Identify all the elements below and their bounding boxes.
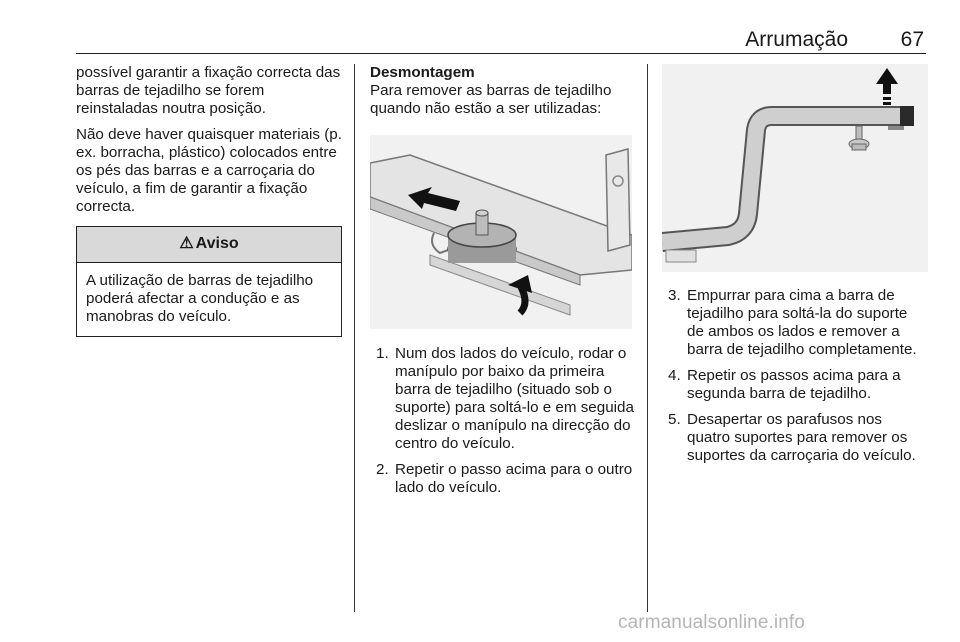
bar-lift-illustration [662,64,928,272]
warning-title: Aviso [195,235,239,252]
warning-body: A utilização de barras de tejadilho poderá afectar a condução e as manobras do veículo. [86,272,314,325]
intro-text: Para remover as barras de tejadilho quando não estão a ser utilizadas: [370,82,612,117]
step-number: 3. [668,287,681,304]
list-item [370,345,634,453]
warning-triangle-icon: ⚠ [179,235,194,252]
warning-box [76,226,342,337]
section-heading: Desmontagem [370,64,475,81]
paragraph: possível garantir a fixação correcta das barras de tejadilho se forem reinstaladas noutra posição. [76,64,341,117]
warning-header [77,227,341,263]
step-text: Num dos lados do veículo, rodar o manípulo por baixo da primeira barra de tejadilho (situado sob o suporte) para soltá-lo e em seguida deslizar o manípulo na direcção do centro do veículo. [395,345,634,452]
step-number: 4. [668,367,681,384]
step-number: 5. [668,411,681,428]
step-text: Empurrar para cima a barra de tejadilho para soltá-la do suporte de ambos os lados e remover a barra de tejadilho completamente. [687,287,917,358]
step-number: 1. [376,345,389,362]
knob-illustration [370,135,632,329]
column-left [76,64,342,337]
column-right [662,64,928,473]
watermark: carmanualsonline.info [618,612,805,633]
steps-list [370,345,634,497]
list-item [662,287,928,359]
steps-list [662,287,928,465]
column-divider [354,64,355,612]
paragraph: Não deve haver quaisquer materiais (p. ex. borracha, plástico) colocados entre os pés das barras e a carroçaria do veículo, a fim de garantir a fixação correcta. [76,126,342,215]
step-text: Repetir os passos acima para a segunda barra de tejadilho. [687,367,901,402]
column-middle [370,64,634,505]
step-text: Repetir o passo acima para o outro lado do veículo. [395,461,633,496]
list-item [370,461,634,497]
page-number: 67 [900,28,924,51]
step-number: 2. [376,461,389,478]
column-divider [647,64,648,612]
section-title: Arrumação [745,28,848,51]
list-item [662,367,928,403]
list-item [662,411,928,465]
page-header [76,26,926,54]
step-text: Desapertar os parafusos nos quatro suportes para remover os suportes da carroçaria do veículo. [687,411,916,464]
